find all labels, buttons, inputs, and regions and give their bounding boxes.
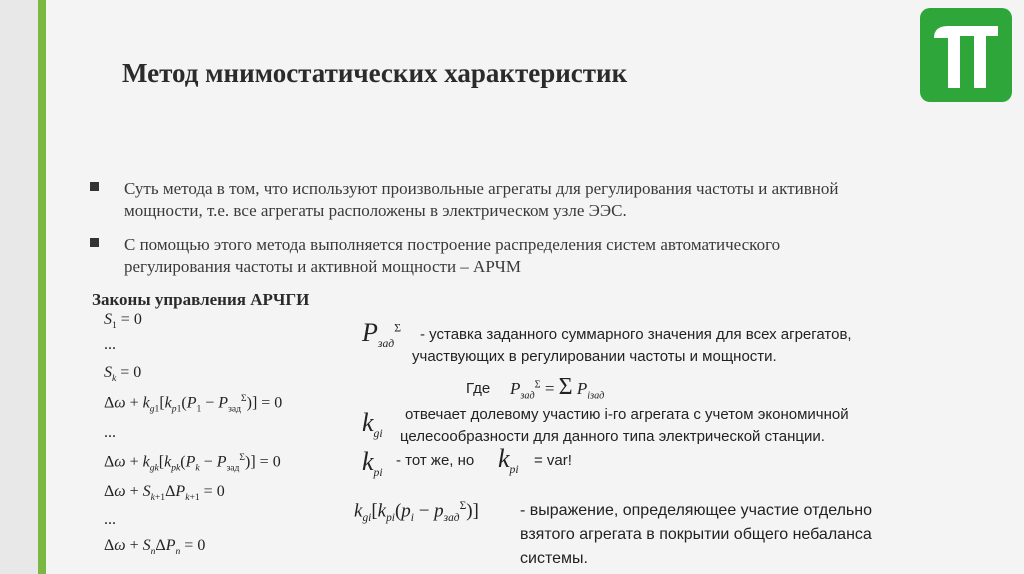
- expression-desc-3: системы.: [520, 550, 588, 567]
- equation-dots: ...: [104, 511, 116, 528]
- where-formula: $P_{зад}^\Sigma = \Sigma$ $P_{iзад}$: [510, 374, 605, 402]
- p-sum-desc-2: участвующих в регулировании частоты и мощности.: [412, 348, 777, 365]
- expression-desc-2: взятого агрегата в покрытии общего небаланса: [520, 526, 872, 543]
- bullet-marker: [90, 238, 99, 247]
- kpi-desc: - тот же, но: [396, 452, 475, 469]
- kpi-var: = var!: [534, 452, 572, 469]
- equation-sk: $S_k = 0$: [104, 364, 142, 385]
- bullet-line: регулирования частоты и активной мощности – АРЧМ: [124, 257, 521, 276]
- bullet-item: [90, 178, 890, 222]
- bullet-item: [90, 234, 890, 278]
- kpi-symbol: $k_{pi}$: [362, 447, 383, 480]
- equation-k1: $\Delta\omega + k_{g1}[k_{p1}(P_1 - P_{зад}^\Sigma)] = 0$: [104, 393, 283, 415]
- equation-sk1: $\Delta\omega + S_{k+1}\Delta P_{k+1} = 0$: [104, 483, 225, 504]
- bullet-marker: [90, 182, 99, 191]
- p-sum-symbol: $P_{зад}^\Sigma$: [362, 318, 402, 351]
- equation-kk: $\Delta\omega + k_{gk}[k_{pk}(P_k - P_{зад}^\Sigma)] = 0$: [104, 452, 281, 474]
- left-accent-bar: [38, 0, 46, 574]
- expression-formula: $k_{gi}[k_{pi}(p_i - p_{зад}^\Sigma)]$: [354, 500, 479, 525]
- equation-sn: $\Delta\omega + S_n\Delta P_n = 0$: [104, 537, 206, 558]
- kgi-desc-2: целесообразности для данного типа электрической станции.: [400, 428, 825, 445]
- pi-logo-icon: [920, 8, 1012, 102]
- equation-s1: $S_1 = 0$: [104, 311, 142, 332]
- where-label: Где: [466, 380, 491, 397]
- bullet-line: мощности, т.е. все агрегаты расположены в электрическом узле ЭЭС.: [124, 201, 627, 220]
- kgi-symbol: $k_{gi}$: [362, 408, 383, 441]
- expression-desc-1: - выражение, определяющее участие отдельно: [520, 502, 872, 519]
- kpi-symbol-2: $k_{pi}$: [498, 444, 519, 477]
- equation-dots: ...: [104, 336, 116, 353]
- bullet-line: С помощью этого метода выполняется построение распределения систем автоматического: [124, 235, 781, 254]
- slide-title: Метод мнимостатических характеристик: [122, 58, 628, 88]
- bullet-line: Суть метода в том, что используют произвольные агрегаты для регулирования частоты и активной: [124, 179, 839, 198]
- kgi-desc-1: отвечает долевому участию i-го агрегата с учетом экономичной: [405, 406, 849, 423]
- left-gray-bar: [0, 0, 38, 574]
- p-sum-desc-1: - уставка заданного суммарного значения для всех агрегатов,: [420, 326, 852, 343]
- laws-title: Законы управления АРЧГИ: [92, 290, 310, 309]
- equation-dots: ...: [104, 424, 116, 441]
